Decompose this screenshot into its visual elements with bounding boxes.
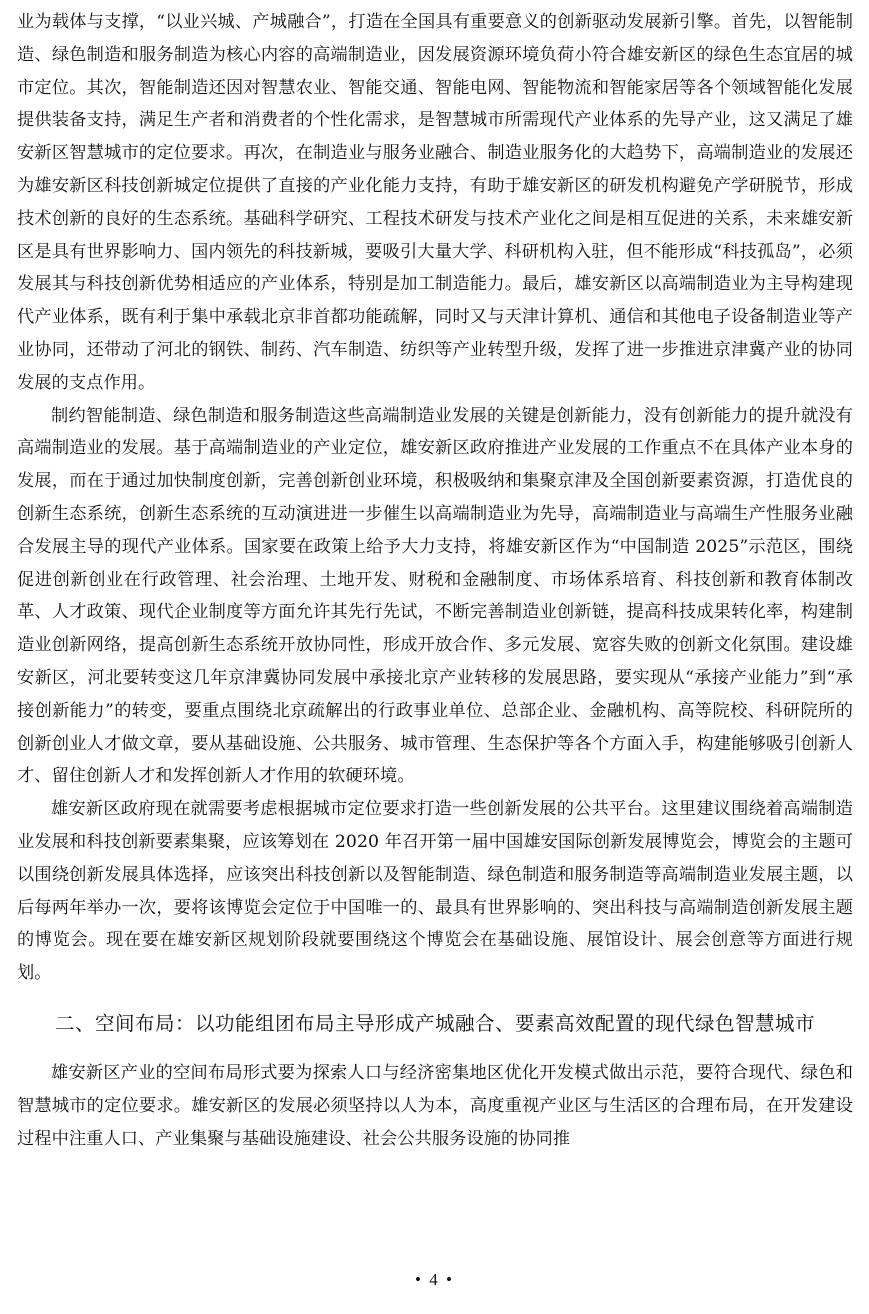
body-paragraph: 雄安新区政府现在就需要考虑根据城市定位要求打造一些创新发展的公共平台。这里建议围绕着高端制造业发展和科技创新要素集聚，应该筹划在 2020 年召开第一届中国雄安国际创新发展博览会，博览会的主题可以围绕创新发展具体选择，应该突出科技创新以及智能制造、绿色制造和服务制造等高端制造业发展主题，以后每两年举办一次，要将该博览会定位于中国唯一的、最具有世界影响的、突出科技与高端制造创新发展主题的博览会。现在要在雄安新区规划阶段就要围绕这个博览会在基础设施、展馆设计、展会创意等方面进行规划。 bbox=[17, 799, 853, 984]
document-page bbox=[17, 6, 853, 1155]
body-paragraph-continued: 业为载体与支撑，“以业兴城、产城融合”，打造在全国具有重要意义的创新驱动发展新引擎。首先，以智能制造、绿色制造和服务制造为核心内容的高端制造业，因发展资源环境负荷小符合雄安新区的绿色生态宜居的城市定位。其次，智能制造还因对智慧农业、智能交通、智能电网、智能物流和智能家居等各个领域智能化发展提供装备支持，满足生产者和消费者的个性化需求，是智慧城市所需现代产业体系的先导产业，这又满足了雄安新区智慧城市的定位要求。再次，在制造业与服务业融合、制造业服务化的大趋势下，高端制造业的发展还为雄安新区科技创新城定位提供了直接的产业化能力支持，有助于雄安新区的研发机构避免产学研脱节，形成技术创新的良好的生态系统。基础科学研究、工程技术研发与技术产业化之间是相互促进的关系，未来雄安新区是具有世界影响力、国内领先的科技新城，要吸引大量大学、科研机构入驻，但不能形成“科技孤岛”，必须发展其与科技创新优势相适应的产业体系，特别是加工制造能力。最后，雄安新区以高端制造业为主导构建现代产业体系，既有利于集中承载北京非首都功能疏解，同时又与天津计算机、通信和其他电子设备制造业等产业协同，还带动了河北的钢铁、制药、汽车制造、纺织等产业转型升级，发挥了进一步推进京津冀产业的协同发展的支点作用。 bbox=[17, 12, 853, 393]
section-paragraph: 雄安新区产业的空间布局形式要为探索人口与经济密集地区优化开发模式做出示范，要符合现代、绿色和智慧城市的定位要求。雄安新区的发展必须坚持以人为本，高度重视产业区与生活区的合理布局，在开发建设过程中注重人口、产业集聚与基础设施建设、社会公共服务设施的协同推 bbox=[17, 1062, 853, 1149]
page-number: • 4 • bbox=[415, 1270, 454, 1289]
body-paragraph: 制约智能制造、绿色制造和服务制造这些高端制造业发展的关键是创新能力，没有创新能力的提升就没有高端制造业的发展。基于高端制造业的产业定位，雄安新区政府推进产业发展的工作重点不在具体产业本身的发展，而在于通过加快制度创新，完善创新创业环境，积极吸纳和集聚京津及全国创新要素资源，打造优良的创新生态系统，创新生态系统的互动演进进一步催生以高端制造业为先导，高端制造业与高端生产性服务业融合发展主导的现代产业体系。国家要在政策上给予大力支持，将雄安新区作为“中国制造 2025”示范区，围绕促进创新创业在行政管理、社会治理、土地开发、财税和金融制度、市场体系培育、科技创新和教育体制改革、人才政策、现代企业制度等方面允许其先行先试，不断完善制造业创新链，提高科技成果转化率，构建制造业创新网络，提高创新生态系统开放协同性，形成开放合作、多元发展、宽容失败的创新文化氛围。建设雄安新区，河北要转变这几年京津冀协同发展中承接北京产业转移的发展思路，要实现从“承接产业能力”到“承接创新能力”的转变，要重点围绕北京疏解出的行政事业单位、总部企业、金融机构、高等院校、科研院所的创新创业人才做文章，要从基础设施、公共服务、城市管理、生态保护等各个方面入手，构建能够吸引创新人才、留住创新人才和发挥创新人才作用的软硬环境。 bbox=[17, 405, 853, 787]
section-heading: 二、空间布局：以功能组团布局主导形成产城融合、要素高效配置的现代绿色智慧城市 bbox=[55, 1011, 816, 1035]
